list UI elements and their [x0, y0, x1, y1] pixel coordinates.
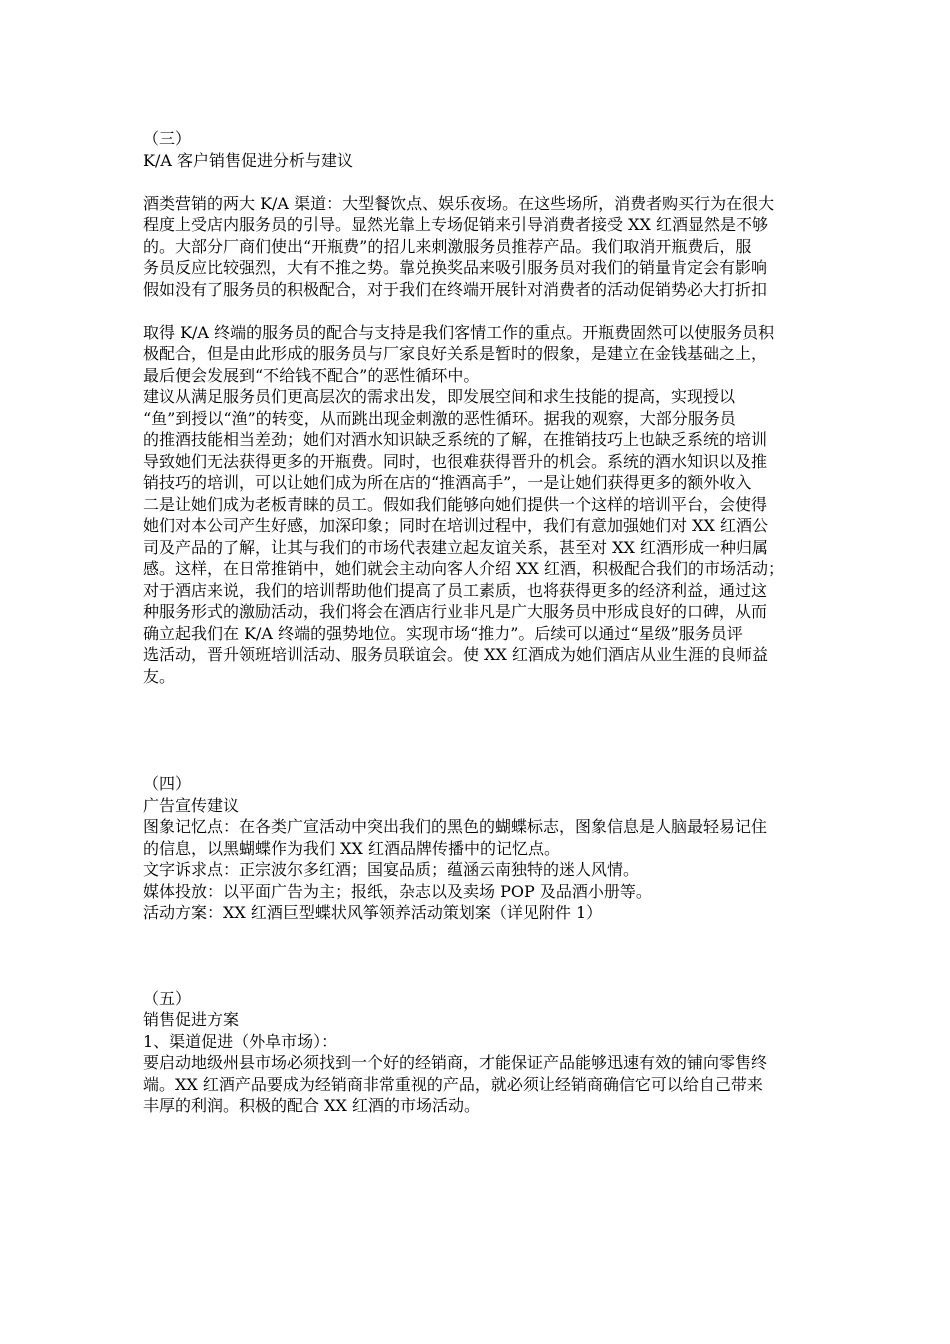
paragraph — [143, 193, 823, 301]
text-line: 丰厚的利润。积极的配合 XX 红酒的市场活动。 — [143, 1096, 480, 1115]
text-line: 图象记忆点：在各类广宣活动中突出我们的黑色的蝴蝶标志，图象信息是人脑最轻易记住 — [143, 817, 768, 836]
text-line: 的。大部分厂商们使出“开瓶费”的招儿来刺激服务员推荐产品。我们取消开瓶费后，服 — [143, 236, 752, 256]
section-number: （三） — [143, 129, 192, 148]
section-number: （四） — [143, 774, 192, 793]
text-line: 导致她们无法获得更多的开瓶费。同时，也很难获得晋升的机会。系统的酒水知识以及推 — [143, 451, 768, 471]
text-line: 的推酒技能相当差劲；她们对酒水知识缺乏系统的了解，在推销技巧上也缺乏系统的培训 — [143, 430, 768, 449]
text-line: 种服务形式的激励活动，我们将会在酒店行业非凡是广大服务员中形成良好的口碑，从而 — [143, 602, 768, 621]
paragraph — [143, 1052, 823, 1117]
section-title: 广告宣传建议 — [143, 795, 240, 815]
text-line: 活动方案：XX 红酒巨型蝶状风筝领养活动策划案（详见附件 1） — [143, 903, 603, 922]
text-line: 取得 K/A 终端的服务员的配合与支持是我们客情工作的重点。开瓶费固然可以使服务员积 — [143, 322, 775, 342]
text-line: 对于酒店来说，我们的培训帮助他们提高了员工素质，也将获得更多的经济利益，通过这 — [143, 580, 768, 600]
text-line: 文字诉求点：正宗波尔多红酒；国宴品质；蕴涵云南独特的迷人风情。 — [143, 860, 640, 879]
paragraph — [143, 322, 823, 688]
text-line: 确立起我们在 K/A 终端的强势地位。实现市场“推力”。后续可以通过“星级”服务员评 — [143, 623, 743, 643]
paragraph — [143, 816, 823, 924]
text-line: 选活动，晋升领班培训活动、服务员联谊会。使 XX 红酒成为她们酒店从业生涯的良师益 — [143, 645, 768, 664]
text-line: 感。这样，在日常推销中，她们就会主动向客人介绍 XX 红酒，积极配合我们的市场活动； — [143, 559, 784, 578]
text-line: 建议从满足服务员们更高层次的需求出发，即发展空间和求生技能的提高，实现授以 — [143, 387, 736, 406]
subsection-title: 1、渠道促进（外阜市场）： — [143, 1031, 338, 1051]
text-line: 酒类营销的两大 K/A 渠道：大型餐饮点、娱乐夜场。在这些场所，消费者购买行为在很大 — [143, 193, 775, 213]
text-line: 最后便会发展到“不给钱不配合”的恶性循环中。 — [143, 365, 480, 385]
text-line: 要启动地级州县市场必须找到一个好的经销商，才能保证产品能够迅速有效的铺向零售终 — [143, 1053, 768, 1072]
text-line: 端。XX 红酒产品要成为经销商非常重视的产品，就必须让经销商确信它可以给自己带来 — [143, 1074, 763, 1094]
section-title: K/A 客户销售促进分析与建议 — [143, 150, 353, 170]
text-line: 她们对本公司产生好感，加深印象；同时在培训过程中，我们有意加强她们对 XX 红酒公 — [143, 516, 768, 535]
text-line: 极配合，但是由此形成的服务员与厂家良好关系是暂时的假象，是建立在金钱基础之上， — [143, 344, 768, 363]
document-page — [143, 128, 823, 1117]
text-line: 销技巧的培训，可以让她们成为所在店的“推酒高手”，一是让她们获得更多的额外收入 — [143, 473, 752, 492]
text-line: 的信息，以黑蝴蝶作为我们 XX 红酒品牌传播中的记忆点。 — [143, 838, 560, 858]
section-number: （五） — [143, 988, 192, 1008]
text-line: 务员反应比较强烈，大有不推之势。靠兑换奖品来吸引服务员对我们的销量肯定会有影响 — [143, 258, 768, 277]
text-line: 媒体投放：以平面广告为主；报纸，杂志以及卖场 POP 及品酒小册等。 — [143, 881, 652, 901]
text-line: 假如没有了服务员的积极配合，对于我们在终端开展针对消费者的活动促销势必大打折扣 — [143, 279, 768, 299]
text-line: 司及产品的了解，让其与我们的市场代表建立起友谊关系，甚至对 XX 红酒形成一种归属 — [143, 537, 768, 557]
text-line: “鱼”到授以“渔”的转变，从而跳出现金刺激的恶性循环。据我的观察，大部分服务员 — [143, 408, 736, 428]
text-line: 友。 — [143, 666, 176, 686]
section-title: 销售促进方案 — [143, 1010, 240, 1029]
text-line: 程度上受店内服务员的引导。显然光靠上专场促销来引导消费者接受 XX 红酒显然是不够 — [143, 215, 768, 234]
text-line: 二是让她们成为老板青睐的员工。假如我们能够向她们提供一个这样的培训平台，会使得 — [143, 494, 768, 514]
